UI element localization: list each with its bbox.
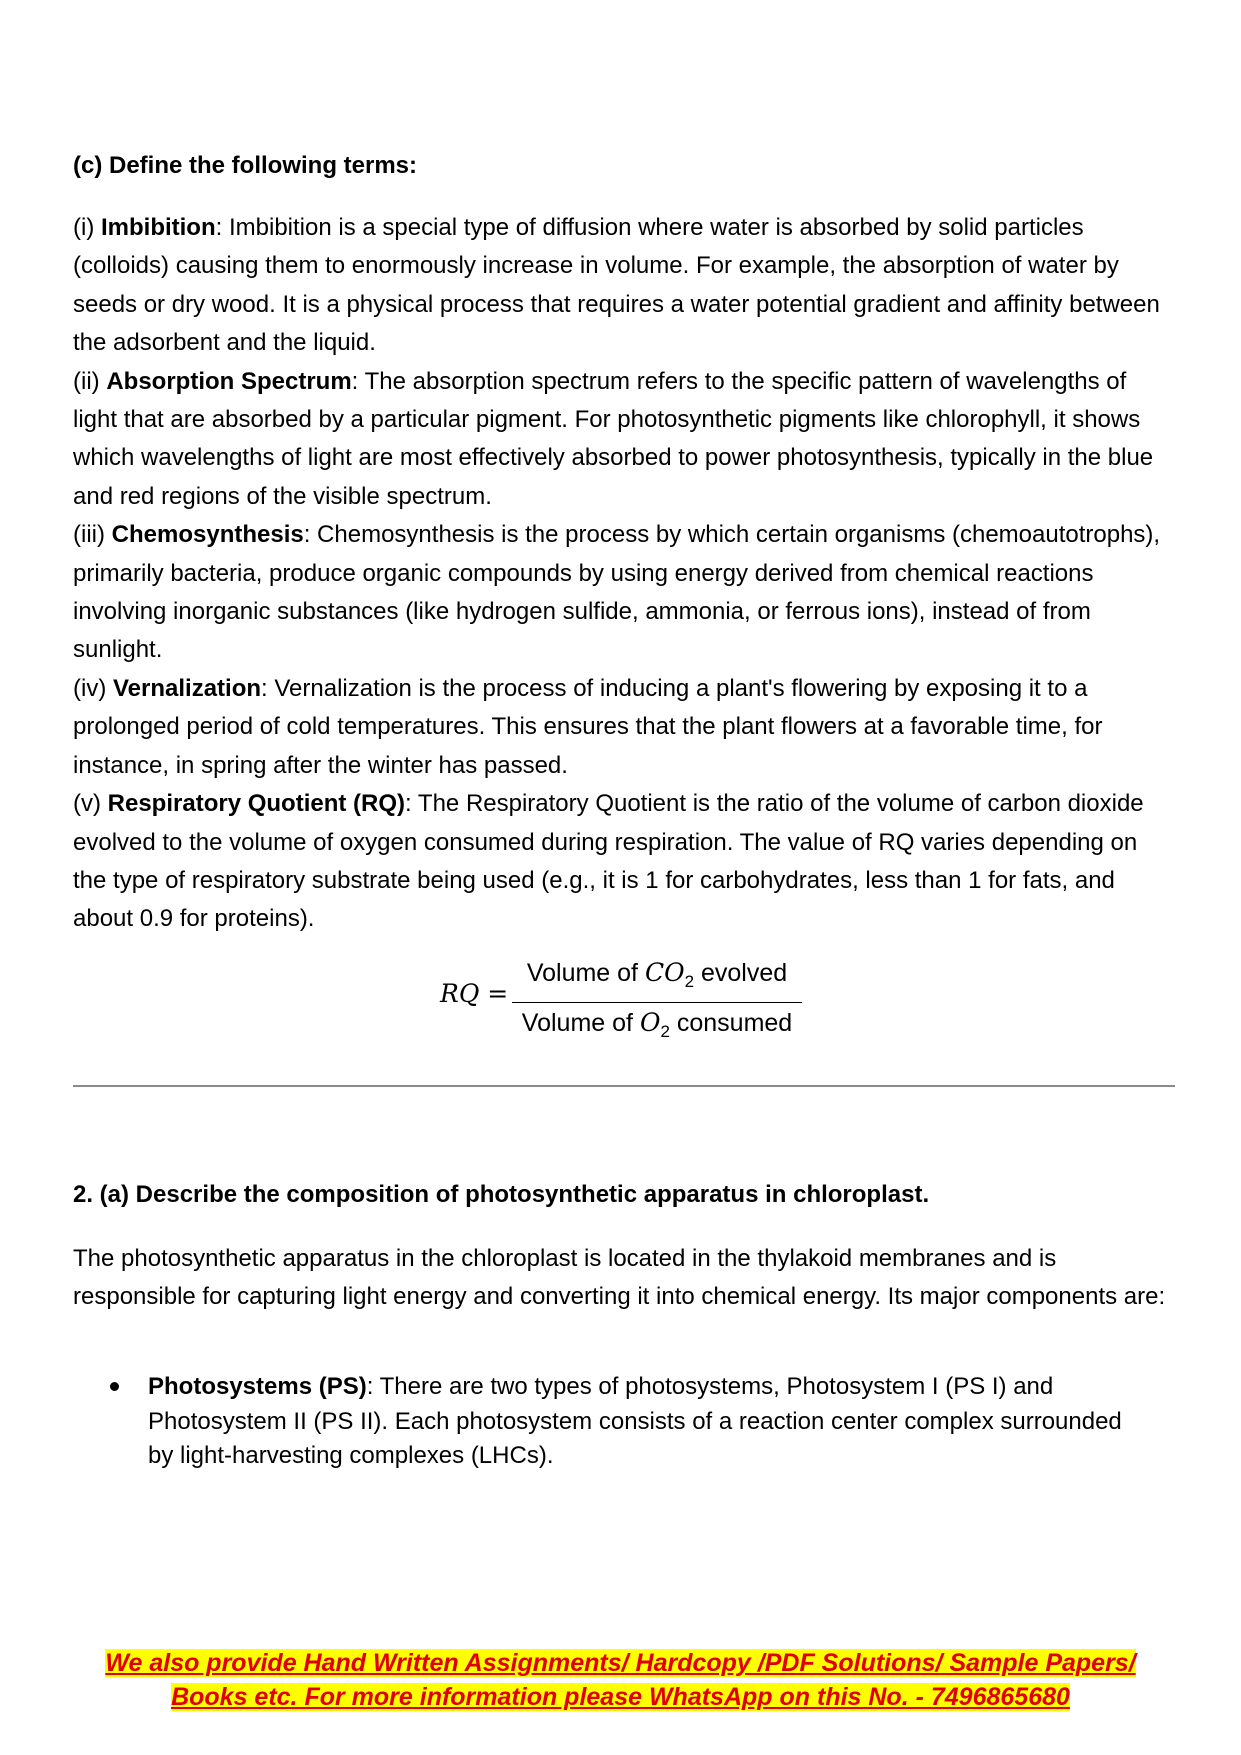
definition-label: (v) <box>73 790 108 818</box>
fraction-bar <box>512 1002 802 1003</box>
definition-term: Chemosynthesis <box>111 521 304 549</box>
footer-advertisement <box>95 1646 1146 1714</box>
definition-absorption-spectrum <box>73 363 1173 517</box>
definition-text: : Chemosynthesis is the process by which certain organisms (chemoautotrophs), primarily bacteria, produce organic compounds by using energy derived from chemical reactions involving inorganic substances (like hydrogen sulfide, ammonia, or ferrous ions), instead of from sunlight. <box>73 521 1161 664</box>
denominator-suffix: consumed <box>669 1009 793 1037</box>
numerator-suffix: evolved <box>694 959 788 987</box>
definition-label: (iv) <box>73 674 113 702</box>
bullet-icon <box>110 1382 119 1391</box>
denominator-variable: O <box>639 1008 661 1037</box>
definitions-list <box>73 209 1173 939</box>
numerator-variable: CO <box>644 958 685 987</box>
definition-text: : Vernalization is the process of inducing a plant's flowering by exposing it to a prolonged period of cold temperatures. This ensures that the plant flowers at a favorable time, for instance, in spring after the winter has passed. <box>73 674 1103 779</box>
definition-text: : The Respiratory Quotient is the ratio of the volume of carbon dioxide evolved to the volume of oxygen consumed during respiration. The value of RQ varies depending on the type of respiratory substrate being used (e.g., it is 1 for carbohydrates, less than 1 for fats, and about 0.9 for proteins). <box>73 790 1144 933</box>
components-list <box>110 1370 1150 1474</box>
definition-term: Imbibition <box>100 214 216 241</box>
footer-line-1: We also provide Hand Written Assignments/ Hardcopy /PDF Solutions/ Sample Papers/ <box>105 1649 1136 1677</box>
definition-label: (ii) <box>73 367 107 395</box>
definition-term: Respiratory Quotient (RQ) <box>107 790 406 818</box>
denominator-prefix: Volume of <box>521 1009 640 1037</box>
definition-label: (i) <box>73 214 101 241</box>
footer-line-2: Books etc. For more information please WhatsApp on this No. - 7496865680 <box>171 1683 1070 1711</box>
section-c-heading: (c) Define the following terms: <box>73 152 418 179</box>
formula-fraction <box>512 955 802 1050</box>
rq-formula <box>440 955 820 1041</box>
formula-denominator <box>512 1005 802 1050</box>
list-item <box>110 1370 1150 1474</box>
section-divider <box>73 1085 1175 1087</box>
definition-imbibition <box>73 209 1173 363</box>
definition-term: Vernalization <box>112 674 262 702</box>
formula-lhs: RQ = <box>440 979 509 1008</box>
numerator-prefix: Volume of <box>526 959 645 987</box>
question-2a-intro: The photosynthetic apparatus in the chloroplast is located in the thylakoid membranes and is responsible for capturing light energy and converting it into chemical energy. Its major components are: <box>73 1245 1166 1311</box>
bullet-term: Photosystems (PS) <box>148 1373 367 1400</box>
definition-text: : Imbibition is a special type of diffusion where water is absorbed by solid particles (colloids) causing them to enormously increase in volume. For example, the absorption of water by seeds or dry wood. It is a physical process that requires a water potential gradient and affinity between the adsorbent and the liquid. <box>73 214 1160 357</box>
numerator-subscript: 2 <box>684 972 695 991</box>
question-2a-heading: 2. (a) Describe the composition of photosynthetic apparatus in chloroplast. <box>73 1181 930 1208</box>
bullet-text: : There are two types of photosystems, Photosystem I (PS I) and Photosystem II (PS II). Each photosystem consists of a reaction center complex surrounded by light-harvesting complexes (LHCs). <box>148 1373 1122 1469</box>
definition-text: : The absorption spectrum refers to the specific pattern of wavelengths of light that are absorbed by a particular pigment. For photosynthetic pigments like chlorophyll, it shows which wavelengths of light are most effectively absorbed to power photosynthesis, typically in the blue and red regions of the visible spectrum. <box>73 367 1154 510</box>
definition-vernalization <box>73 670 1173 785</box>
definition-term: Absorption Spectrum <box>106 367 352 395</box>
definition-chemosynthesis <box>73 516 1173 670</box>
formula-numerator <box>512 955 802 1000</box>
denominator-subscript: 2 <box>660 1022 670 1041</box>
definition-label: (iii) <box>73 521 112 549</box>
definition-respiratory-quotient <box>73 785 1173 939</box>
